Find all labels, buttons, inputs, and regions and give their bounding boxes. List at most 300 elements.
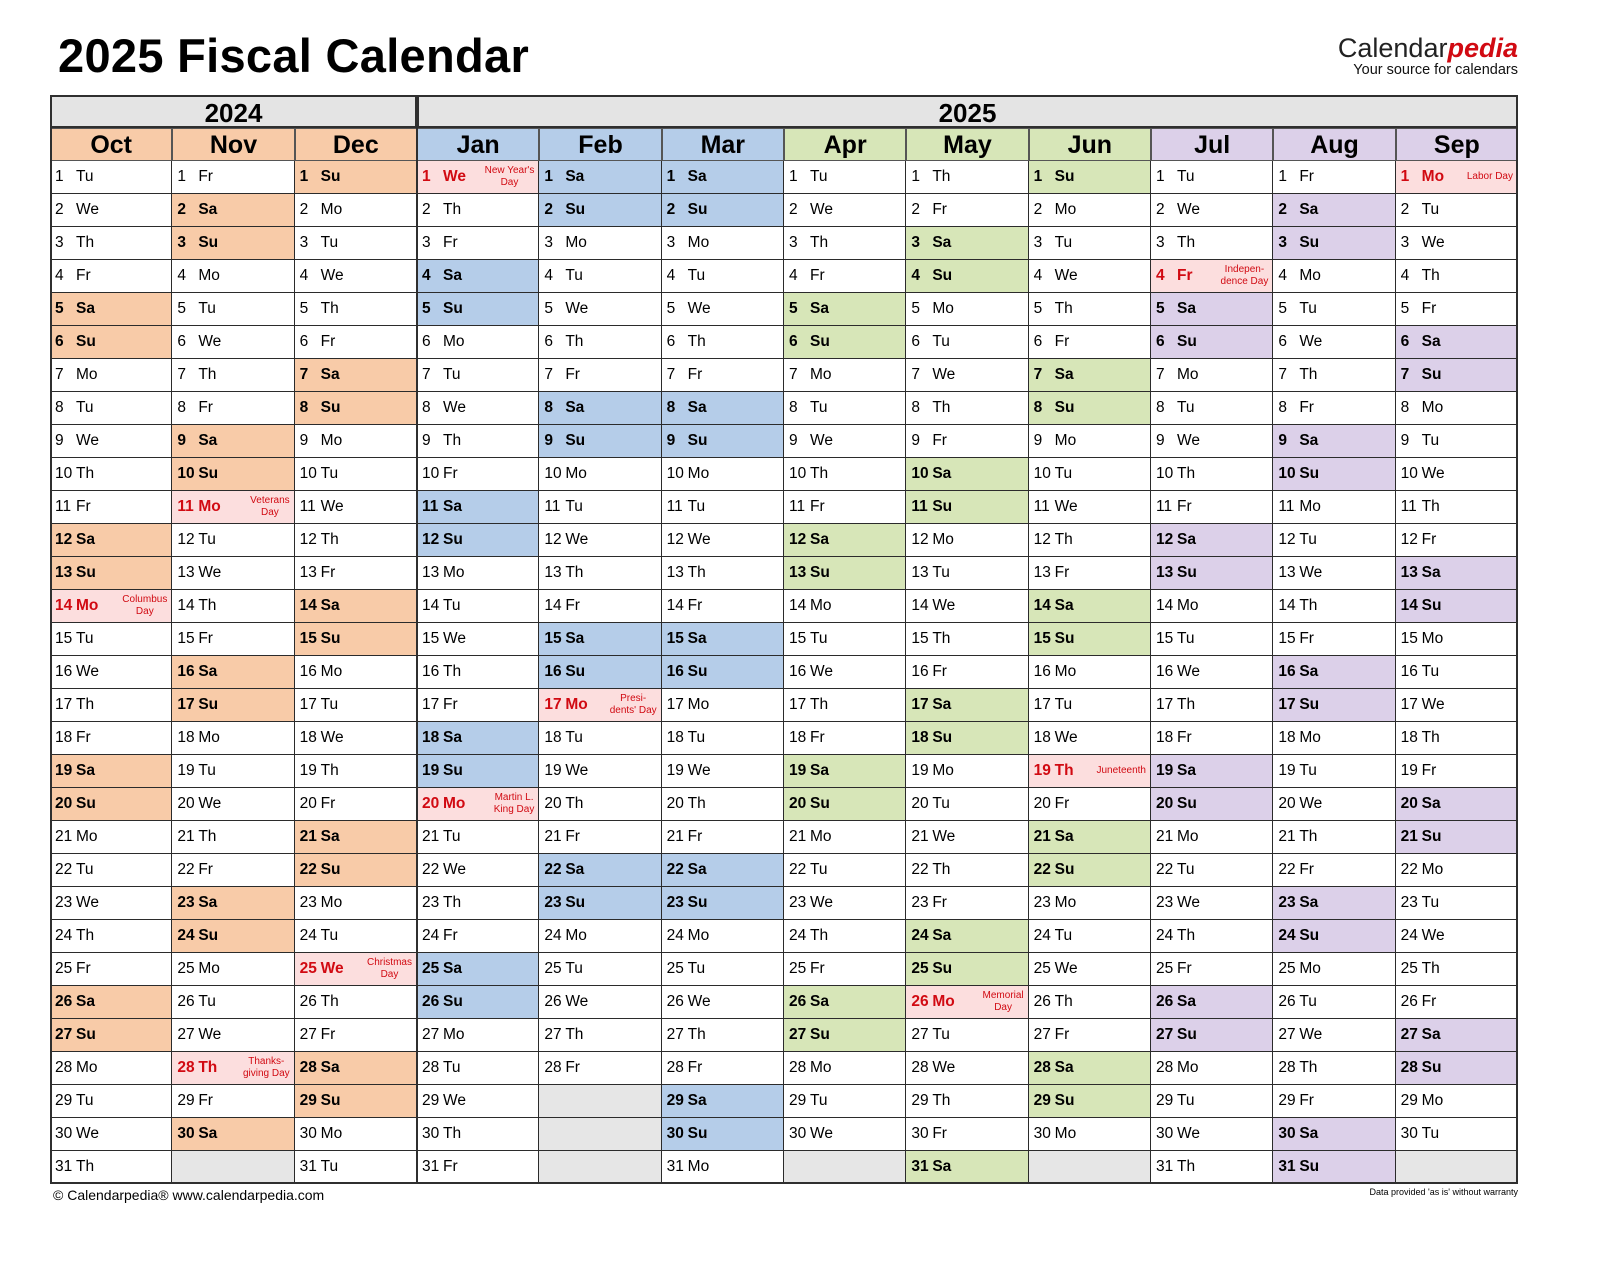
day-cell-jul-9	[1151, 425, 1273, 458]
day-number: 26	[177, 993, 195, 1010]
day-number: 13	[544, 564, 562, 581]
weekday-label: Su	[687, 663, 708, 680]
weekday-label: Th	[1177, 927, 1196, 944]
weekday-label: We	[443, 630, 466, 647]
day-number: 5	[422, 300, 431, 317]
day-cell-nov-23	[172, 887, 294, 920]
holiday-name: Christmas Day	[366, 957, 412, 980]
day-number: 6	[544, 333, 553, 350]
weekday-label: Sa	[1299, 1125, 1319, 1142]
day-number: 13	[666, 564, 684, 581]
day-cell-mar-23	[662, 887, 784, 920]
day-cell-mar-22	[662, 854, 784, 887]
day-number: 13	[789, 564, 807, 581]
day-cell-apr-4	[784, 260, 906, 293]
day-cell-aug-4	[1273, 260, 1395, 293]
weekday-label: Th	[198, 1059, 218, 1076]
weekday-label: Su	[1054, 861, 1075, 878]
day-cell-sep-16	[1396, 656, 1518, 689]
holiday-cell-may-26	[906, 986, 1028, 1019]
day-cell-mar-5	[662, 293, 784, 326]
day-number: 8	[789, 399, 798, 416]
day-number: 21	[177, 828, 195, 845]
day-cell-nov-6	[172, 326, 294, 359]
day-number: 28	[911, 1059, 929, 1076]
day-cell-apr-14	[784, 590, 906, 623]
weekday-label: Th	[1054, 993, 1073, 1010]
weekday-label: Th	[1177, 234, 1196, 251]
day-number: 13	[1033, 564, 1051, 581]
day-cell-aug-30	[1273, 1118, 1395, 1151]
holiday-cell-feb-17	[539, 689, 661, 722]
day-cell-oct-15	[50, 623, 172, 656]
day-number: 27	[1033, 1026, 1051, 1043]
day-number: 10	[666, 465, 684, 482]
day-cell-apr-23	[784, 887, 906, 920]
weekday-label: Mo	[320, 894, 343, 911]
weekday-label: Sa	[443, 498, 462, 515]
day-cell-aug-1	[1273, 161, 1395, 194]
month-header-sep: Sep	[1396, 128, 1518, 161]
brand-logo[interactable]	[1338, 34, 1518, 78]
weekday-label: Fr	[320, 1026, 336, 1043]
day-number: 27	[1278, 1026, 1296, 1043]
day-cell-aug-11	[1273, 491, 1395, 524]
day-number: 1	[1156, 168, 1165, 185]
weekday-label: Sa	[198, 663, 218, 680]
day-number: 12	[422, 531, 440, 548]
day-number: 23	[1033, 894, 1051, 911]
weekday-label: Mo	[565, 234, 587, 251]
day-cell-sep-19	[1396, 755, 1518, 788]
day-cell-mar-1	[662, 161, 784, 194]
day-cell-may-18	[906, 722, 1028, 755]
day-cell-apr-17	[784, 689, 906, 722]
footer-copyright: © Calendarpedia® www.calendarpedia.com	[53, 1187, 325, 1203]
day-cell-dec-15	[295, 623, 417, 656]
day-cell-jun-21	[1029, 821, 1151, 854]
weekday-label: Sa	[76, 993, 95, 1010]
day-number: 23	[1278, 894, 1296, 911]
day-cell-sep-9	[1396, 425, 1518, 458]
day-number: 18	[789, 729, 807, 746]
weekday-label: Tu	[810, 630, 828, 647]
day-number: 21	[55, 828, 73, 845]
day-number: 20	[55, 795, 73, 812]
weekday-label: Fr	[198, 1092, 213, 1109]
weekday-label: Sa	[1299, 201, 1319, 218]
weekday-label: We	[1177, 432, 1200, 449]
weekday-label: Th	[198, 597, 217, 614]
day-cell-oct-29	[50, 1085, 172, 1118]
day-cell-dec-21	[295, 821, 417, 854]
weekday-label: Mo	[932, 762, 954, 779]
weekday-label: Fr	[1299, 630, 1314, 647]
day-cell-jun-24	[1029, 920, 1151, 953]
day-cell-apr-30	[784, 1118, 906, 1151]
day-cell-may-31	[906, 1151, 1028, 1184]
day-number: 13	[911, 564, 929, 581]
day-cell-jan-10	[417, 458, 539, 491]
day-cell-aug-18	[1273, 722, 1395, 755]
day-cell-sep-28	[1396, 1052, 1518, 1085]
weekday-label: Su	[198, 234, 219, 251]
day-number: 7	[1400, 366, 1410, 383]
day-cell-jan-3	[417, 227, 539, 260]
weekday-label: Fr	[76, 960, 91, 977]
weekday-label: Th	[932, 168, 951, 185]
day-cell-mar-9	[662, 425, 784, 458]
day-number: 21	[422, 828, 440, 845]
day-cell-may-5	[906, 293, 1028, 326]
weekday-label: Sa	[810, 762, 829, 779]
day-number: 4	[911, 267, 920, 284]
weekday-label: We	[687, 531, 711, 548]
day-number: 9	[55, 432, 64, 449]
day-number: 29	[55, 1092, 73, 1109]
day-number: 26	[55, 993, 73, 1010]
day-cell-jun-15	[1029, 623, 1151, 656]
day-number: 15	[1278, 630, 1296, 647]
day-number: 4	[299, 267, 309, 284]
day-number: 6	[1156, 333, 1165, 350]
weekday-label: Fr	[320, 564, 336, 581]
day-cell-dec-27	[295, 1019, 417, 1052]
empty-day-cell	[784, 1151, 906, 1184]
weekday-label: Tu	[810, 861, 828, 878]
weekday-label: Th	[320, 300, 339, 317]
weekday-label: Fr	[198, 630, 213, 647]
day-cell-jun-22	[1029, 854, 1151, 887]
weekday-label: We	[687, 993, 711, 1010]
day-cell-jul-30	[1151, 1118, 1273, 1151]
weekday-label: Mo	[76, 366, 98, 383]
day-number: 27	[789, 1026, 807, 1043]
day-cell-may-15	[906, 623, 1028, 656]
day-cell-jun-1	[1029, 161, 1151, 194]
day-cell-aug-5	[1273, 293, 1395, 326]
weekday-label: Th	[76, 465, 95, 482]
day-number: 14	[666, 597, 684, 614]
day-number: 9	[1033, 432, 1043, 449]
day-number: 1	[544, 168, 553, 185]
weekday-label: We	[320, 267, 344, 284]
day-cell-jan-30	[417, 1118, 539, 1151]
day-cell-apr-5	[784, 293, 906, 326]
weekday-label: Tu	[198, 762, 216, 779]
weekday-label: Mo	[198, 267, 220, 284]
day-number: 5	[55, 300, 64, 317]
day-number: 5	[911, 300, 920, 317]
day-number: 13	[1400, 564, 1418, 581]
weekday-label: Su	[198, 927, 219, 944]
weekday-label: Tu	[320, 1158, 339, 1175]
day-number: 11	[666, 498, 683, 515]
day-cell-apr-2	[784, 194, 906, 227]
holiday-cell-jan-1	[417, 161, 539, 194]
day-cell-jun-9	[1029, 425, 1151, 458]
day-number: 11	[299, 498, 316, 515]
day-number: 28	[789, 1059, 807, 1076]
weekday-label: Sa	[320, 366, 340, 383]
weekday-label: Th	[443, 1125, 462, 1142]
day-number: 30	[1033, 1125, 1051, 1142]
day-number: 1	[55, 168, 64, 185]
weekday-label: We	[932, 1059, 956, 1076]
day-cell-nov-19	[172, 755, 294, 788]
day-number: 31	[911, 1158, 929, 1175]
day-number: 27	[666, 1026, 684, 1043]
day-number: 4	[177, 267, 186, 284]
day-number: 23	[666, 894, 684, 911]
holiday-cell-sep-1	[1396, 161, 1518, 194]
weekday-label: Mo	[1299, 267, 1321, 284]
day-cell-aug-26	[1273, 986, 1395, 1019]
weekday-label: Fr	[932, 894, 947, 911]
day-cell-jul-15	[1151, 623, 1273, 656]
weekday-label: Tu	[565, 498, 583, 515]
day-number: 22	[1278, 861, 1296, 878]
day-number: 10	[1033, 465, 1051, 482]
day-cell-jul-13	[1151, 557, 1273, 590]
weekday-label: Su	[1421, 1059, 1442, 1076]
day-cell-sep-6	[1396, 326, 1518, 359]
weekday-label: Su	[76, 333, 96, 350]
weekday-label: We	[76, 1125, 99, 1142]
day-cell-apr-9	[784, 425, 906, 458]
day-cell-dec-7	[295, 359, 417, 392]
day-number: 25	[1278, 960, 1296, 977]
weekday-label: We	[1177, 894, 1200, 911]
weekday-label: Fr	[932, 1125, 947, 1142]
weekday-label: Tu	[1054, 927, 1073, 944]
weekday-label: Tu	[932, 333, 950, 350]
holiday-cell-jan-20	[417, 788, 539, 821]
day-number: 5	[177, 300, 186, 317]
weekday-label: Mo	[76, 1059, 98, 1076]
day-number: 8	[1033, 399, 1043, 416]
day-number: 16	[789, 663, 807, 680]
day-cell-oct-9	[50, 425, 172, 458]
month-header-apr: Apr	[784, 128, 906, 161]
day-number: 7	[55, 366, 64, 383]
day-number: 26	[1156, 993, 1174, 1010]
weekday-label: Th	[76, 927, 95, 944]
weekday-label: Th	[1054, 531, 1073, 548]
day-number: 25	[544, 960, 562, 977]
day-cell-jan-5	[417, 293, 539, 326]
weekday-label: Su	[932, 267, 953, 284]
weekday-label: Fr	[687, 366, 703, 383]
day-cell-jul-3	[1151, 227, 1273, 260]
weekday-label: Tu	[1421, 894, 1440, 911]
day-cell-mar-15	[662, 623, 784, 656]
day-number: 28	[177, 1059, 195, 1076]
day-cell-sep-27	[1396, 1019, 1518, 1052]
weekday-label: Fr	[443, 927, 458, 944]
day-cell-may-3	[906, 227, 1028, 260]
weekday-label: Th	[1421, 498, 1440, 515]
day-cell-jul-2	[1151, 194, 1273, 227]
day-number: 19	[299, 762, 317, 779]
empty-day-cell	[539, 1085, 661, 1118]
day-number: 22	[1400, 861, 1418, 878]
day-cell-may-12	[906, 524, 1028, 557]
day-number: 15	[1156, 630, 1174, 647]
day-cell-dec-26	[295, 986, 417, 1019]
day-cell-jan-6	[417, 326, 539, 359]
day-number: 15	[55, 630, 73, 647]
day-number: 18	[422, 729, 440, 746]
day-number: 10	[299, 465, 317, 482]
day-number: 17	[1033, 696, 1051, 713]
day-cell-jan-15	[417, 623, 539, 656]
day-number: 3	[1400, 234, 1410, 251]
holiday-cell-oct-14	[50, 590, 172, 623]
weekday-label: Mo	[1054, 201, 1077, 218]
weekday-label: Su	[1421, 828, 1442, 845]
day-number: 2	[1156, 201, 1165, 218]
day-cell-jan-27	[417, 1019, 539, 1052]
weekday-label: Su	[1299, 927, 1320, 944]
weekday-label: Mo	[1421, 168, 1445, 185]
day-cell-jan-8	[417, 392, 539, 425]
day-number: 15	[544, 630, 562, 647]
day-number: 2	[1033, 201, 1043, 218]
day-number: 7	[1033, 366, 1043, 383]
day-number: 22	[544, 861, 562, 878]
day-cell-jun-8	[1029, 392, 1151, 425]
day-number: 24	[1400, 927, 1418, 944]
day-number: 21	[544, 828, 562, 845]
weekday-label: Th	[932, 1092, 951, 1109]
day-cell-jul-29	[1151, 1085, 1273, 1118]
day-number: 3	[422, 234, 431, 251]
weekday-label: Tu	[443, 597, 461, 614]
weekday-label: Fr	[810, 267, 825, 284]
weekday-label: Sa	[1299, 663, 1319, 680]
day-number: 14	[911, 597, 929, 614]
weekday-label: Mo	[810, 1059, 832, 1076]
day-cell-dec-17	[295, 689, 417, 722]
weekday-label: Tu	[1421, 1125, 1440, 1142]
day-cell-oct-12	[50, 524, 172, 557]
day-cell-jan-17	[417, 689, 539, 722]
day-number: 3	[666, 234, 676, 251]
day-number: 19	[177, 762, 195, 779]
weekday-label: We	[76, 432, 99, 449]
weekday-label: Mo	[687, 1158, 710, 1175]
day-number: 27	[299, 1026, 317, 1043]
day-number: 22	[789, 861, 807, 878]
day-cell-feb-6	[539, 326, 661, 359]
weekday-label: Th	[687, 564, 706, 581]
day-number: 6	[666, 333, 676, 350]
day-number: 7	[666, 366, 676, 383]
day-cell-jul-12	[1151, 524, 1273, 557]
day-number: 2	[666, 201, 676, 218]
weekday-label: We	[1177, 1125, 1200, 1142]
day-number: 10	[1278, 465, 1296, 482]
day-cell-sep-18	[1396, 722, 1518, 755]
weekday-label: Th	[1299, 828, 1318, 845]
weekday-label: Su	[565, 663, 586, 680]
day-cell-feb-19	[539, 755, 661, 788]
weekday-label: Fr	[76, 498, 91, 515]
weekday-label: Fr	[1299, 1092, 1314, 1109]
weekday-label: Fr	[565, 366, 580, 383]
weekday-label: Mo	[198, 960, 220, 977]
day-cell-feb-14	[539, 590, 661, 623]
weekday-label: Fr	[1299, 399, 1314, 416]
day-cell-jan-4	[417, 260, 539, 293]
day-cell-oct-28	[50, 1052, 172, 1085]
brand-name: Calendar	[1337, 33, 1448, 63]
weekday-label: Sa	[932, 927, 952, 944]
day-cell-feb-24	[539, 920, 661, 953]
weekday-label: Sa	[810, 993, 829, 1010]
day-number: 17	[1278, 696, 1296, 713]
weekday-label: We	[76, 663, 99, 680]
weekday-label: Fr	[198, 168, 213, 185]
holiday-cell-nov-11	[172, 491, 294, 524]
day-cell-nov-27	[172, 1019, 294, 1052]
day-number: 29	[1156, 1092, 1174, 1109]
weekday-label: Sa	[687, 1092, 707, 1109]
day-number: 4	[1156, 267, 1165, 284]
day-number: 8	[1278, 399, 1287, 416]
day-cell-aug-22	[1273, 854, 1395, 887]
day-number: 29	[422, 1092, 440, 1109]
day-number: 8	[1156, 399, 1165, 416]
day-number: 23	[544, 894, 562, 911]
weekday-label: Sa	[565, 630, 585, 647]
day-cell-sep-24	[1396, 920, 1518, 953]
weekday-label: Su	[1299, 465, 1320, 482]
day-number: 5	[1278, 300, 1287, 317]
day-number: 24	[422, 927, 440, 944]
weekday-label: Sa	[1054, 366, 1074, 383]
weekday-label: We	[932, 366, 956, 383]
weekday-label: Th	[1299, 1059, 1318, 1076]
weekday-label: Fr	[1054, 564, 1070, 581]
day-cell-jul-22	[1151, 854, 1273, 887]
day-number: 16	[177, 663, 195, 680]
day-number: 31	[55, 1158, 73, 1175]
day-number: 12	[1400, 531, 1418, 548]
day-cell-sep-13	[1396, 557, 1518, 590]
day-number: 2	[299, 201, 309, 218]
weekday-label: Th	[76, 234, 95, 251]
weekday-label: Mo	[320, 432, 343, 449]
day-cell-dec-1	[295, 161, 417, 194]
weekday-label: Mo	[443, 333, 465, 350]
weekday-label: Fr	[810, 498, 825, 515]
weekday-label: Mo	[810, 828, 832, 845]
weekday-label: We	[1054, 267, 1078, 284]
day-number: 11	[177, 498, 194, 515]
weekday-label: Sa	[1177, 993, 1196, 1010]
weekday-label: Th	[932, 630, 951, 647]
day-cell-jan-24	[417, 920, 539, 953]
weekday-label: Tu	[1421, 663, 1440, 680]
weekday-label: We	[198, 1026, 222, 1043]
day-cell-aug-29	[1273, 1085, 1395, 1118]
weekday-label: Su	[1299, 696, 1320, 713]
weekday-label: Th	[565, 1026, 584, 1043]
day-number: 25	[666, 960, 684, 977]
day-number: 27	[1400, 1026, 1418, 1043]
